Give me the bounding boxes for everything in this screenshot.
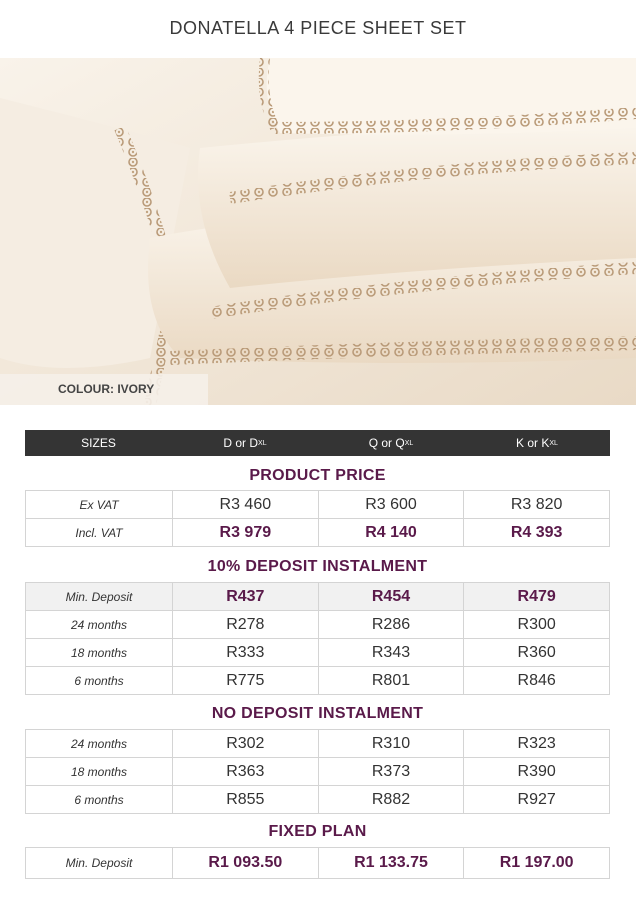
colour-label: COLOUR: IVORY [0,374,208,405]
price-k: R4 393 [464,519,610,547]
row-label: Incl. VAT [26,519,173,547]
price-d: R775 [173,667,319,695]
price-q: R4 140 [318,519,464,547]
price-k: R927 [464,786,610,814]
row-label: 24 months [26,730,173,758]
price-d: R855 [173,786,319,814]
price-k: R300 [464,611,610,639]
price-d: R333 [173,639,319,667]
price-d: R1 093.50 [173,848,319,879]
pillows-illustration [0,58,636,405]
table-row [26,730,610,758]
product-image [0,58,636,405]
price-k: R479 [464,583,610,611]
section-title-deposit-instalment: 10% DEPOSIT INSTALMENT [207,558,428,575]
fixed-plan-table [25,847,610,879]
price-q: R882 [318,786,464,814]
price-k: R846 [464,667,610,695]
price-q: R373 [318,758,464,786]
price-q: R801 [318,667,464,695]
table-row [26,583,610,611]
table-row [26,848,610,879]
price-d: R437 [173,583,319,611]
price-k: R360 [464,639,610,667]
price-d: R278 [173,611,319,639]
section-title-no-deposit-instalment: NO DEPOSIT INSTALMENT [211,705,424,722]
row-label: 24 months [26,611,173,639]
table-row [26,639,610,667]
row-label: 6 months [26,667,173,695]
row-label: 18 months [26,639,173,667]
price-k: R1 197.00 [464,848,610,879]
table-row [26,786,610,814]
deposit-instalment-table [25,582,610,695]
row-label: Min. Deposit [26,848,173,879]
table-row [26,611,610,639]
row-label: Ex VAT [26,491,173,519]
price-d: R363 [173,758,319,786]
price-k: R3 820 [464,491,610,519]
table-row [26,491,610,519]
price-d: R3 979 [173,519,319,547]
price-d: R3 460 [173,491,319,519]
row-label: Min. Deposit [26,583,173,611]
header-sizes: SIZES [81,436,116,450]
price-q: R286 [318,611,464,639]
table-row [26,667,610,695]
page-title: DONATELLA 4 PIECE SHEET SET [169,18,467,38]
table-row [26,519,610,547]
header-q: Q or Q XL [368,436,414,450]
section-title-fixed-plan: FIXED PLAN [268,823,367,840]
sizes-header [25,430,610,456]
price-k: R390 [464,758,610,786]
header-d: D or D XL [223,436,267,450]
row-label: 6 months [26,786,173,814]
row-label: 18 months [26,758,173,786]
price-q: R1 133.75 [318,848,464,879]
price-d: R302 [173,730,319,758]
price-q: R343 [318,639,464,667]
price-k: R323 [464,730,610,758]
product-price-table [25,490,610,547]
table-row [26,758,610,786]
header-k: K or K XL [516,436,558,450]
price-q: R3 600 [318,491,464,519]
price-q: R310 [318,730,464,758]
price-q: R454 [318,583,464,611]
section-title-product-price: PRODUCT PRICE [249,467,386,484]
no-deposit-instalment-table [25,729,610,814]
